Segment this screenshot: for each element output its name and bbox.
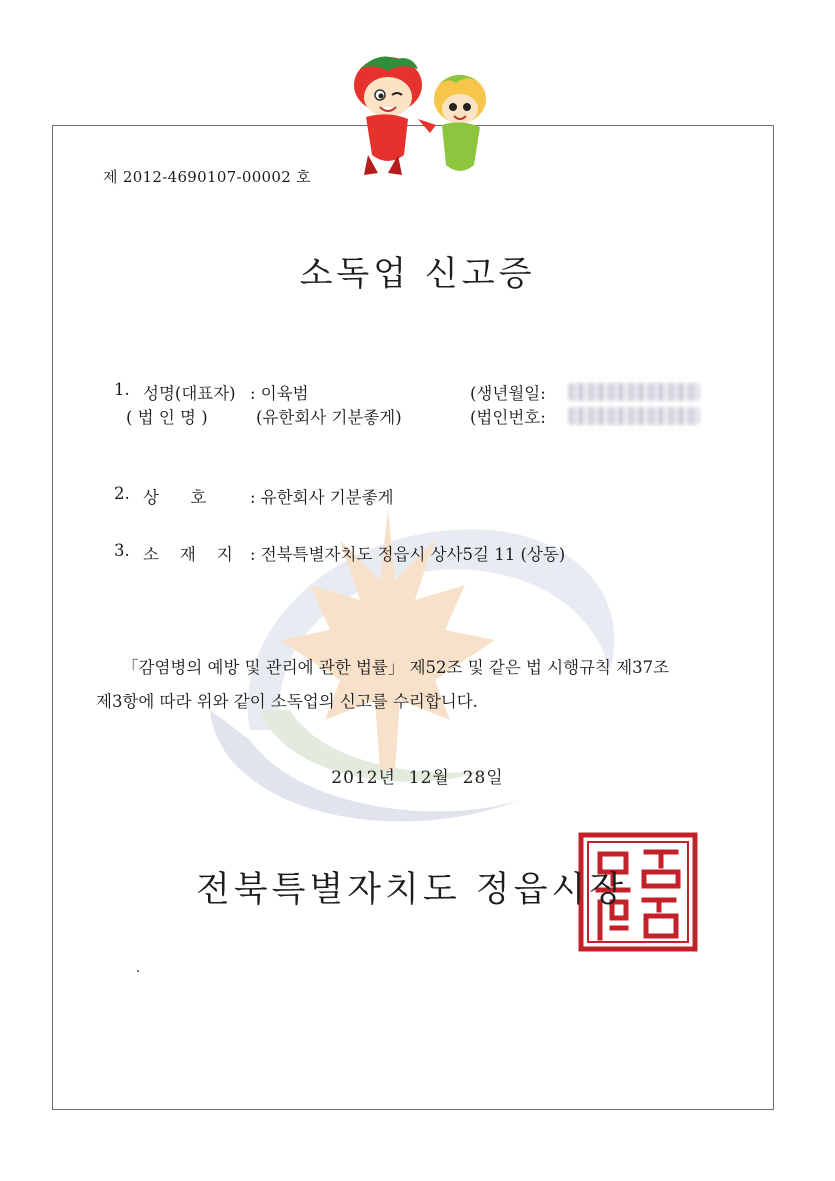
birthdate-label: (생년월일:	[470, 384, 546, 403]
item2-number: 2.	[114, 484, 130, 503]
redacted-corporation-number	[568, 407, 700, 425]
location-address: : 전북특별자치도 정읍시 상사5길 11 (상동)	[250, 545, 566, 564]
document-title: 소독업 신고증	[299, 254, 536, 294]
certificate-number: 제 2012-4690107-00002 호	[103, 168, 311, 186]
trade-name-label: 상 호	[143, 488, 207, 507]
legal-basis-paragraph	[96, 651, 746, 719]
item3-row	[0, 541, 835, 565]
trade-name: : 유한회사 기분좋게	[250, 488, 394, 507]
mascot-characters-icon	[338, 55, 508, 185]
item1-number: 1.	[114, 380, 130, 399]
corporation-name: (유한회사 기분좋게)	[256, 408, 402, 427]
item2-row	[0, 484, 835, 508]
legal-basis-line-1: 「감염병의 예방 및 관리에 관한 법률」 제52조 및 같은 법 시행규칙 제37조	[122, 658, 670, 677]
redacted-birthdate	[568, 383, 700, 401]
location-label: 소 재 지	[143, 545, 233, 564]
item3-number: 3.	[114, 541, 130, 560]
item1-row-b	[0, 404, 835, 428]
scan-speck	[137, 970, 139, 972]
corporation-name-label: ( 법 인 명 )	[126, 408, 208, 427]
representative-label: 성명(대표자)	[143, 384, 236, 403]
representative-name: : 이육범	[250, 384, 309, 403]
issue-date: 2012년 12월 28일	[331, 768, 504, 788]
corporation-number-label: (법인번호:	[470, 408, 546, 427]
issuing-authority: 전북특별자치도 정읍시장	[196, 870, 628, 910]
legal-basis-line-2: 제3항에 따라 위와 같이 소독업의 신고를 수리합니다.	[96, 692, 478, 711]
item1-row-a	[0, 380, 835, 404]
